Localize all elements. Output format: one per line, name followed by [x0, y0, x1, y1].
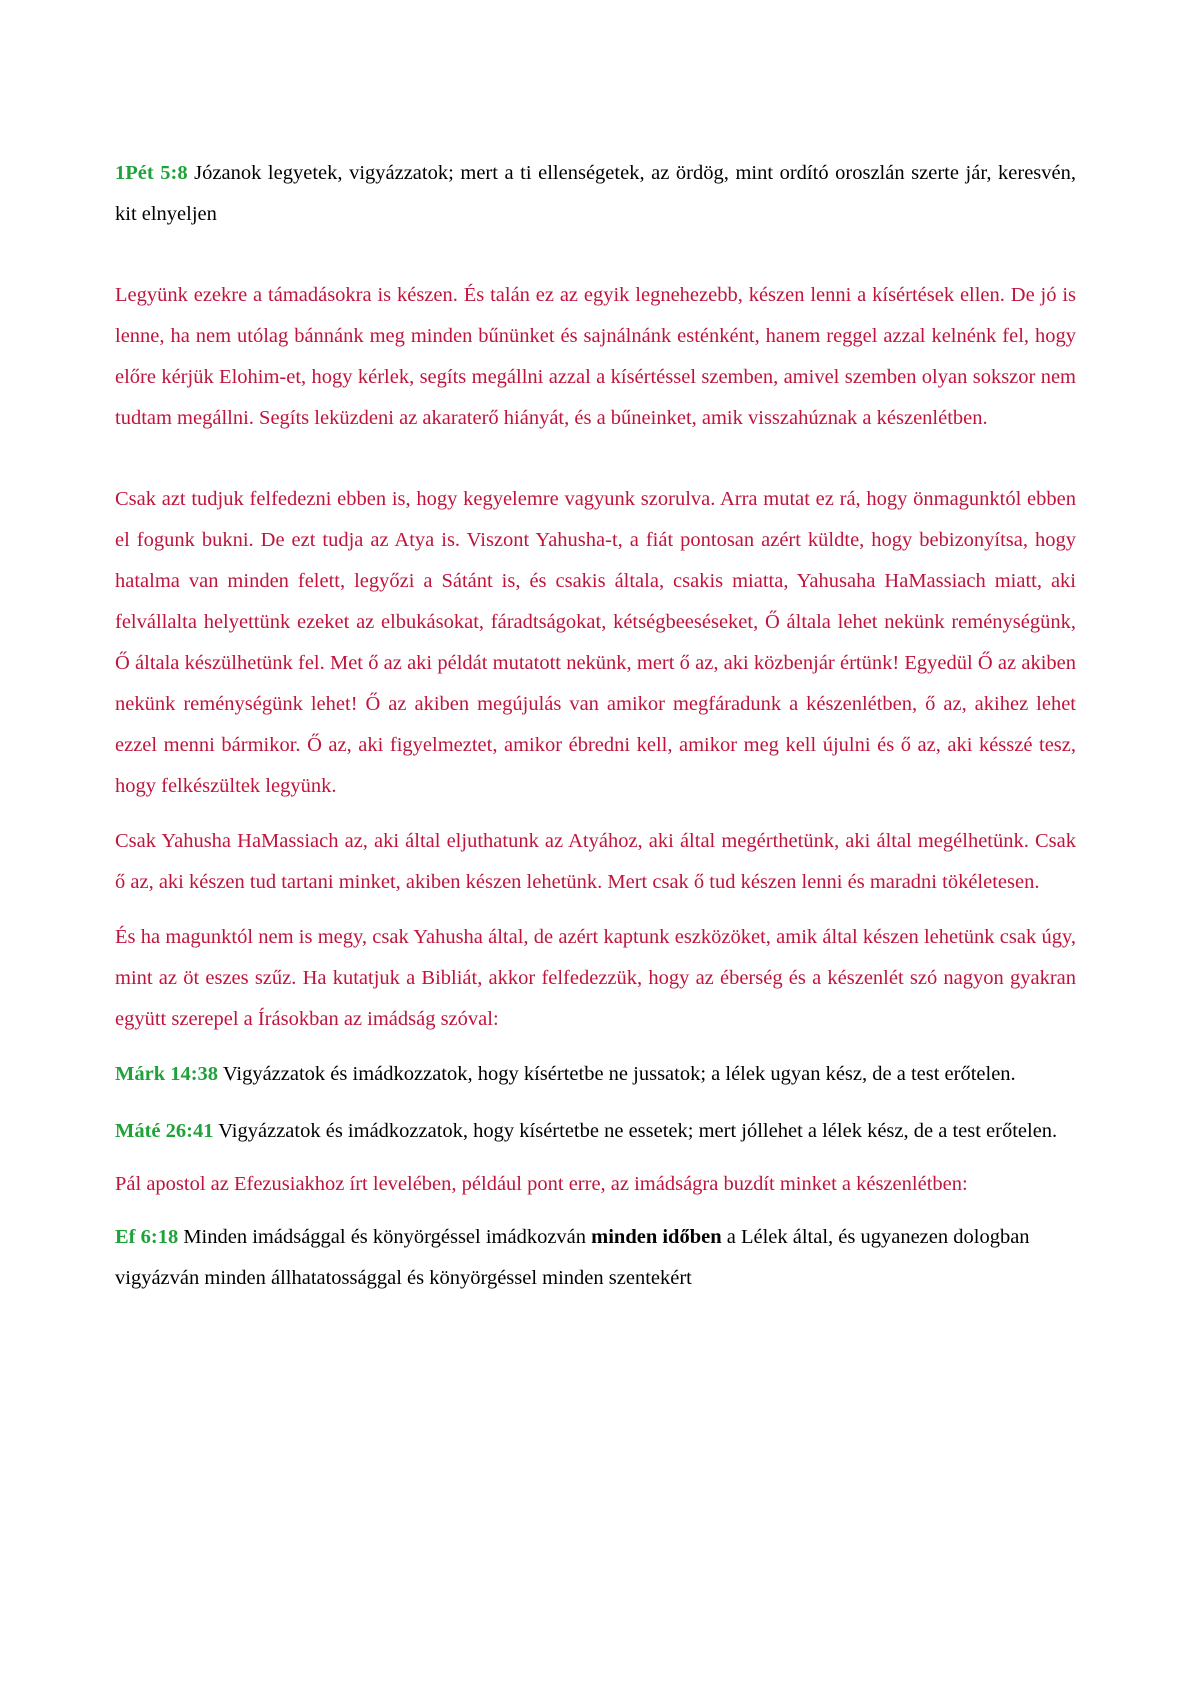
verse-ef-6-18: [115, 1217, 1076, 1299]
verse-reference: Márk 14:38: [115, 1063, 219, 1085]
verse-1pet-5-8: [115, 153, 1076, 235]
verse-text: Vigyázzatok és imádkozzatok, hogy kísértetbe ne essetek; mert jóllehet a lélek kész, de a test erőtelen.: [213, 1120, 1058, 1142]
verse-mark-14-38: [115, 1054, 1076, 1095]
verse-mate-26-41: [115, 1111, 1076, 1152]
verse-text-after: a Lélek által, és ugyanezen dologban vigyázván minden állhatatossággal és könyörgéssel minden szentekért: [115, 1226, 1030, 1289]
commentary-paragraph-5: Pál apostol az Efezusiakhoz írt levelében, például pont erre, az imádságra buzdít minket a készenlétben:: [115, 1173, 968, 1195]
verse-reference: Ef 6:18: [115, 1226, 179, 1248]
verse-text: Vigyázzatok és imádkozzatok, hogy kísértetbe ne jussatok; a lélek ugyan kész, de a test erőtelen.: [218, 1063, 1016, 1085]
verse-reference: Máté 26:41: [115, 1120, 214, 1142]
commentary-paragraph-4: És ha magunktól nem is megy, csak Yahusha által, de azért kaptunk eszközöket, amik által készen lehetünk csak úgy, mint az öt eszes szűz. Ha kutatjuk a Bibliát, akkor felfedezzük, hogy az éberség és a készenlét szó nagyon gyakran együtt szerepel a Írásokban az imádság szóval:: [115, 926, 1076, 1030]
document-page: [115, 153, 1076, 1299]
verse-text-before: Minden imádsággal és könyörgéssel imádkozván: [178, 1226, 592, 1248]
verse-reference: 1Pét 5:8: [115, 162, 188, 184]
commentary-paragraph-1: Legyünk ezekre a támadásokra is készen. És talán ez az egyik legnehezebb, készen lenni a kísértések ellen. De jó is lenne, ha nem utólag bánnánk meg minden bűnünket és sajnálnánk esténként, hanem reggel azzal kelnénk fel, hogy előre kérjük Elohim-et, hogy kérlek, segíts megállni azzal a kísértéssel szemben, amivel szemben olyan sokszor nem tudtam megállni. Segíts leküzdeni az akaraterő hiányát, és a bűneinket, amik visszahúznak a készenlétben.: [115, 284, 1076, 429]
commentary-paragraph-3: Csak Yahusha HaMassiach az, aki által eljuthatunk az Atyához, aki által megérthetünk, aki által megélhetünk. Csak ő az, aki készen tud tartani minket, akiben készen lehetünk. Mert csak ő tud készen lenni és maradni tökéletesen.: [115, 830, 1076, 893]
verse-text: Józanok legyetek, vigyázzatok; mert a ti ellenségetek, az ördög, mint ordító oroszlán szerte jár, keresvén, kit elnyeljen: [115, 162, 1077, 225]
commentary-paragraph-2: Csak azt tudjuk felfedezni ebben is, hogy kegyelemre vagyunk szorulva. Arra mutat ez rá, hogy önmagunktól ebben el fogunk bukni. De ezt tudja az Atya is. Viszont Yahusha-t, a fiát pontosan azért küldte, hogy bebizonyítsa, hogy hatalma van minden felett, legyőzi a Sátánt is, és csakis általa, csakis miatta, Yahusaha HaMassiach miatt, aki felvállalta helyettünk ezeket az elbukásokat, fáradtságokat, kétségbeeséseket, Ő általa lehet nekünk reménységünk, Ő általa készülhetünk fel. Met ő az aki példát mutatott nekünk, mert ő az, aki közbenjár értünk! Egyedül Ő az akiben nekünk reménységünk lehet! Ő az akiben megújulás van amikor megfáradunk a készenlétben, ő az, akihez lehet ezzel menni bármikor. Ő az, aki figyelmeztet, amikor ébredni kell, amikor meg kell újulni és ő az, aki késszé tesz, hogy felkészültek legyünk.: [115, 488, 1076, 797]
verse-emphasis: minden időben: [591, 1226, 722, 1248]
